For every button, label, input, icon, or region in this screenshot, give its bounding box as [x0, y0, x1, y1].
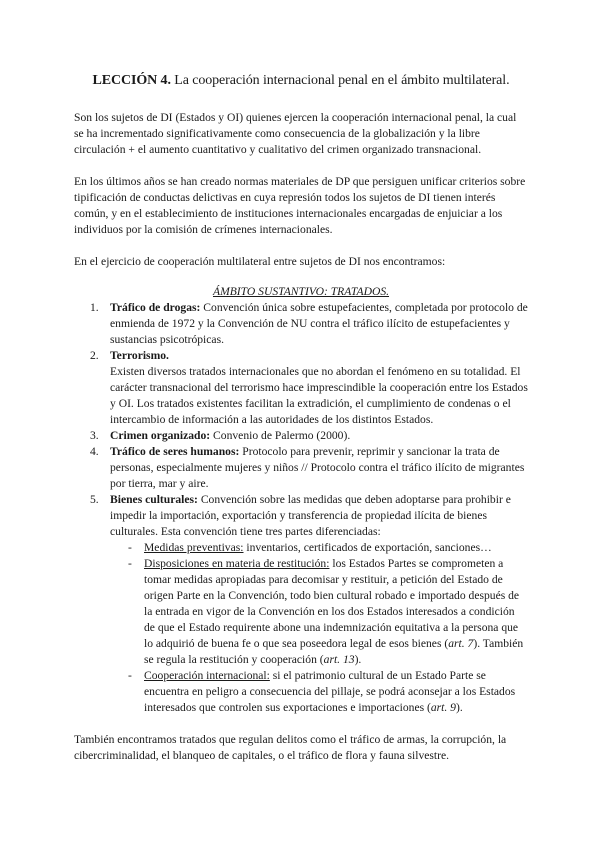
item-term: Bienes culturales: — [110, 493, 198, 506]
item-text: Existen diversos tratados internacionales que no abordan el fenómeno en su totalidad. El carácter transnacional del terrorismo hace imprescindible la cooperación entre los Estados y OI. Los tratados existentes facilitan la extradición, el cumplimiento de condenas o el intercambio de información a las autoridades de los distintos Estados. — [110, 365, 528, 426]
dash-bullet: - — [128, 557, 132, 570]
item-number: 3. — [90, 429, 99, 442]
subitem-label: Disposiciones en materia de restitución: — [144, 557, 330, 570]
item-term: Tráfico de seres humanos: — [110, 445, 240, 458]
item-number: 4. — [90, 445, 99, 458]
list-item-cultural-goods — [74, 492, 528, 540]
intro-paragraph-1: Son los sujetos de DI (Estados y OI) quienes ejercen la cooperación internacional penal, la cual se ha incrementado significativamente como consecuencia de la globalización y la libre circulación + el aumento cuantitativo y cualitativo del crimen organizado transnacional. — [74, 111, 517, 156]
document-page — [74, 72, 528, 764]
item-term: Crimen organizado: — [110, 429, 211, 442]
intro-paragraph-2: En los últimos años se han creado normas materiales de DP que persiguen unificar criterios sobre tipificación de conductas delictivas en cuya represión todos los sujetos de DI tienen interés común, y en el establecimiento de instituciones internacionales encargadas de enjuiciar a los individuos por la comisión de crímenes internacionales. — [74, 175, 526, 236]
item-text: Convención sobre las medidas que deben adoptarse para prohibir e impedir la importación, exportación y transferencia de propiedad ilícita de bienes culturales. Esta convención tiene tres partes diferenciadas: — [110, 493, 511, 538]
subitem-label: Medidas preventivas: — [144, 541, 244, 554]
lesson-number: LECCIÓN 4. — [92, 73, 171, 88]
treaty-list — [74, 300, 528, 540]
sublist-item-restitution — [74, 556, 528, 668]
subitem-text: inventarios, certificados de exportación, sanciones… — [243, 541, 492, 554]
subitem-text: ). También se regula la restitución y cooperación ( — [144, 637, 524, 666]
item-text: Convenio de Palermo (2000). — [210, 429, 351, 442]
item-number: 1. — [90, 301, 99, 314]
section-title: ÁMBITO SUSTANTIVO: TRATADOS. — [212, 285, 390, 298]
list-item-human-trafficking — [74, 444, 528, 492]
closing-paragraph: También encontramos tratados que regulan delitos como el tráfico de armas, la corrupción, la cibercriminalidad, el blanqueo de capitales, o el tráfico de flora y fauna silvestre. — [74, 733, 507, 762]
page-title — [74, 72, 528, 90]
item-text: Convención única sobre estupefacientes, completada por protocolo de enmienda de 1972 y la Convención de NU contra el tráfico ilícito de estupefacientes y sustancias psicotrópicas. — [110, 301, 528, 346]
intro-paragraph-3: En el ejercicio de cooperación multilateral entre sujetos de DI nos encontramos: — [74, 255, 446, 268]
item-number: 2. — [90, 349, 99, 362]
list-item-drugs — [74, 300, 528, 348]
lesson-title: La cooperación internacional penal en el ámbito multilateral. — [174, 73, 510, 88]
subitem-label: Cooperación internacional: — [144, 669, 270, 682]
item-text: Protocolo para prevenir, reprimir y sancionar la trata de personas, especialmente mujeres y niños // Protocolo contra el tráfico ilícito de migrantes por tierra, mar y aire. — [110, 445, 525, 490]
subitem-text: si el patrimonio cultural de un Estado Parte se encuentra en peligro a consecuencia del pillaje, se podrá aconsejar a los Estados interesados que controlen sus exportaciones e importaciones ( — [144, 669, 516, 714]
article-reference: art. 9 — [430, 701, 456, 714]
dash-bullet: - — [128, 669, 132, 682]
subitem-text: los Estados Partes se comprometen a tomar medidas apropiadas para decomisar y restituir, a petición del Estado de origen Parte en la Convención, todo bien cultural robado e importado después de la entrada en vigor de la Convención en los dos Estados interesados a condición de que el Estado requirente abone una indemnización equitativa a la persona que lo adquirió de buena fe o que sea poseedora legal de esos bienes ( — [144, 557, 520, 650]
article-reference: art. 13 — [323, 653, 355, 666]
item-term: Terrorismo. — [110, 349, 169, 362]
convention-parts-list — [74, 540, 528, 716]
article-reference: art. 7 — [448, 637, 474, 650]
subitem-text: ). — [354, 653, 362, 666]
dash-bullet: - — [128, 541, 132, 554]
list-item-terrorism — [74, 348, 528, 428]
list-item-organized-crime — [74, 428, 528, 444]
subitem-text: ). — [455, 701, 463, 714]
sublist-item-cooperation — [74, 668, 528, 716]
item-number: 5. — [90, 493, 99, 506]
sublist-item-preventive — [74, 540, 528, 556]
item-term: Tráfico de drogas: — [110, 301, 201, 314]
